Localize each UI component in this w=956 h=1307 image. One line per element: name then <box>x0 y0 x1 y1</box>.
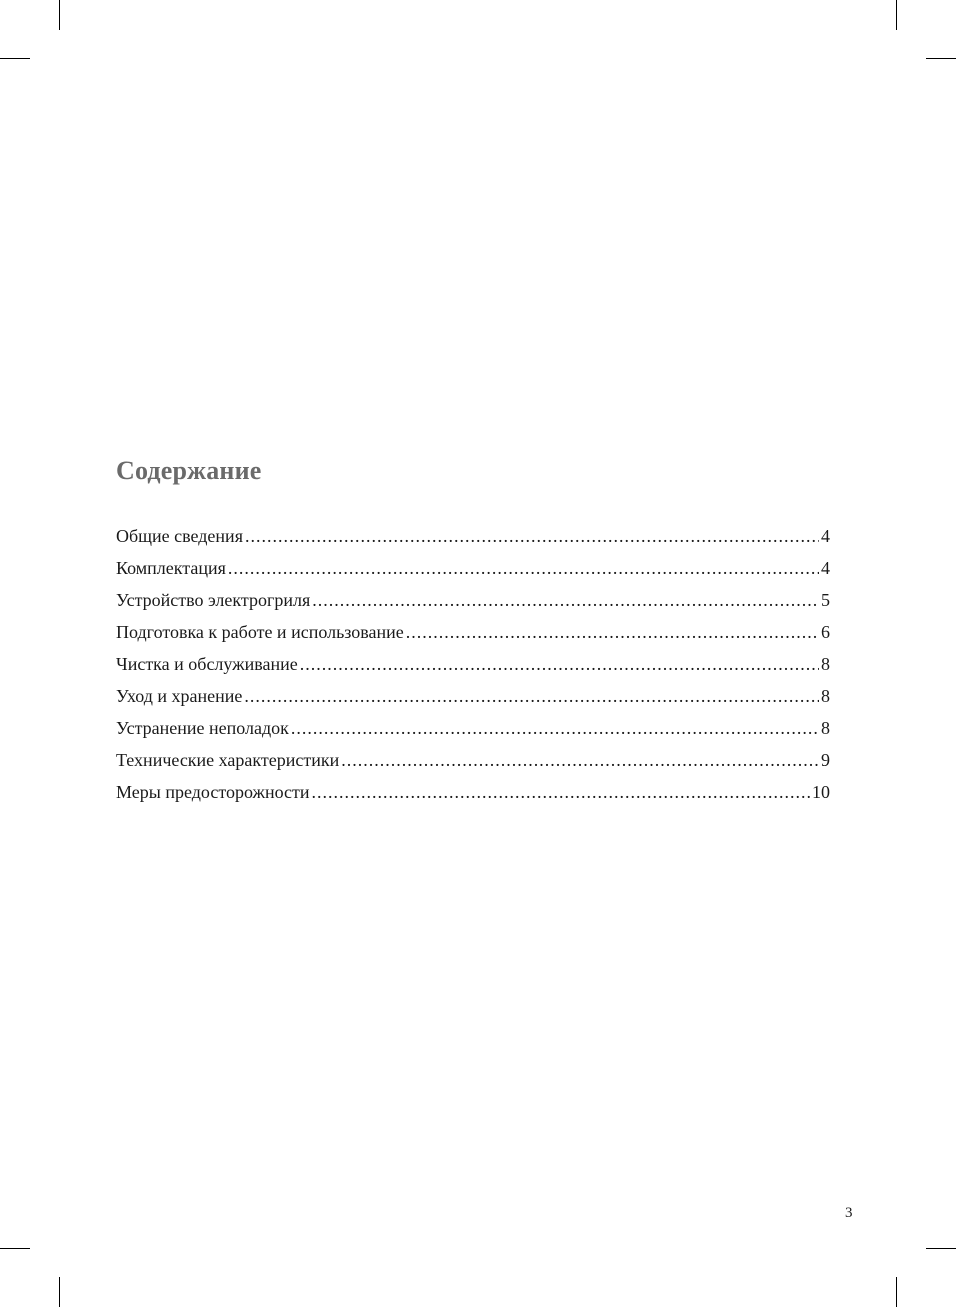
toc-leader-dots <box>291 715 819 741</box>
toc-entry-label: Уход и хранение <box>116 686 243 706</box>
toc-leader-dots <box>406 619 819 645</box>
toc-entry-page: 10 <box>812 782 830 802</box>
toc-entry-label: Меры предосторожности <box>116 782 310 802</box>
toc-entry-label: Устранение неполадок <box>116 718 289 738</box>
toc-leader-dots <box>244 683 819 709</box>
toc-entry-label: Общие сведения <box>116 526 243 546</box>
crop-mark-bottom-left-vertical <box>59 1277 60 1307</box>
toc-entry-page: 9 <box>821 750 830 770</box>
toc-entry[interactable] <box>116 555 830 587</box>
crop-mark-bottom-left-horizontal <box>0 1248 30 1249</box>
crop-mark-top-right-horizontal <box>926 58 956 59</box>
toc-leader-dots <box>245 523 819 549</box>
toc-title: Содержание <box>116 456 262 485</box>
toc-list <box>116 523 830 811</box>
crop-mark-bottom-right-vertical <box>896 1277 897 1307</box>
crop-mark-top-left-horizontal <box>0 58 30 59</box>
toc-entry-label: Чистка и обслуживание <box>116 654 298 674</box>
toc-entry-label: Устройство электрогриля <box>116 590 311 610</box>
toc-entry-page: 4 <box>821 558 830 578</box>
page-number: 3 <box>845 1205 853 1221</box>
toc-entry[interactable] <box>116 587 830 619</box>
crop-mark-top-left-vertical <box>59 0 60 30</box>
toc-entry-page: 8 <box>821 654 830 674</box>
toc-leader-dots <box>312 779 810 805</box>
toc-entry-label: Комплектация <box>116 558 226 578</box>
toc-leader-dots <box>341 747 819 773</box>
toc-entry[interactable] <box>116 683 830 715</box>
toc-entry-label: Подготовка к работе и использование <box>116 622 404 642</box>
toc-entry[interactable] <box>116 651 830 683</box>
toc-entry[interactable] <box>116 747 830 779</box>
toc-entry-label: Технические характеристики <box>116 750 340 770</box>
toc-entry-page: 5 <box>821 590 830 610</box>
toc-entry-page: 4 <box>821 526 830 546</box>
toc-entry-page: 6 <box>821 622 830 642</box>
toc-entry[interactable] <box>116 779 830 811</box>
toc-entry-page: 8 <box>821 686 830 706</box>
toc-entry[interactable] <box>116 619 830 651</box>
toc-entry-page: 8 <box>821 718 830 738</box>
toc-leader-dots <box>228 555 819 581</box>
toc-leader-dots <box>300 651 819 677</box>
toc-entry[interactable] <box>116 523 830 555</box>
toc-leader-dots <box>312 587 819 613</box>
crop-mark-top-right-vertical <box>896 0 897 30</box>
toc-entry[interactable] <box>116 715 830 747</box>
crop-mark-bottom-right-horizontal <box>926 1248 956 1249</box>
